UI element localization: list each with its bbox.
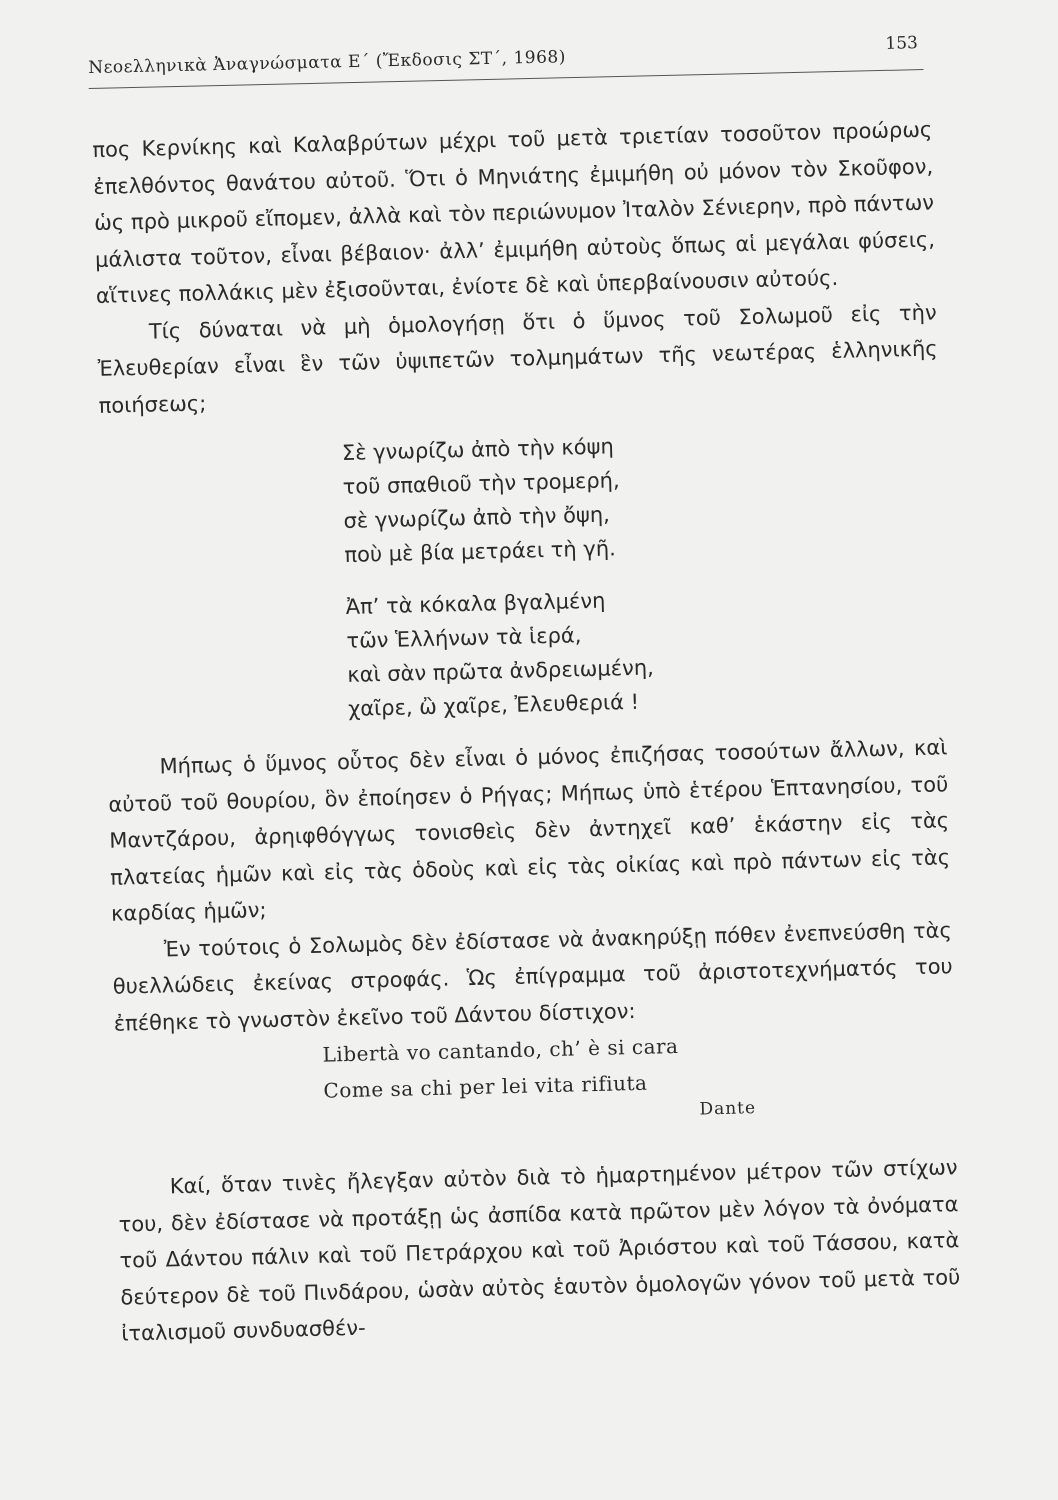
poem-line: καὶ σὰν πρῶτα ἀνδρειωμένη,: [347, 655, 655, 687]
poem-line: Ἀπ’ τὰ κόκαλα βγαλμένη: [345, 588, 606, 619]
poem-line: χαῖρε, ὢ χαῖρε, Ἐλευθεριά !: [347, 689, 640, 721]
header-title: Νεοελληνικὰ Ἀναγνώσματα Ε΄ (Ἔκδοσις ΣΤ΄, 1968): [88, 47, 567, 78]
paragraph-4: Ἐν τούτοις ὁ Σολωμὸς δὲν ἐδίστασε νὰ ἀνακηρύξῃ πόθεν ἐνεπνεύσθη τὰς θυελλώδεις ἐκείνας στροφάς. Ὡς ἐπίγραμμα τοῦ ἀριστοτεχνήματός του ἐπέθηκε τὸ γνωστὸν ἐκεῖνο τοῦ Δάντου δίστιχον:: [112, 917, 953, 1036]
paragraph-3: Μήπως ὁ ὕμνος οὗτος δὲν εἶναι ὁ μόνος ἐπιζήσας τοσούτων ἄλλων, καὶ αὐτοῦ τοῦ θουρίου, ὃν ἐποίησεν ὁ Ρήγας; Μήπως ὑπὸ ἑτέρου Ἑπτανησίου, τοῦ Μαντζάρου, ἀρηιφθόγγως τονισθεὶς δὲν ἀντηχεῖ καθ’ ἑκάστην εἰς τὰς πλατείας ἡμῶν καὶ εἰς τὰς ὁδοὺς καὶ εἰς τὰς οἰκίας καὶ πρὸ πάντων εἰς τὰς καρδίας ἡμῶν;: [108, 735, 951, 926]
epigram-line: Come sa chi per lei vita rifiuta: [323, 1070, 648, 1103]
paragraph-1: πος Κερνίκης καὶ Καλαβρύτων μέχρι τοῦ μετὰ τριετίαν τοσοῦτον προώρως ἐπελθόντος θανάτου αὐτοῦ. Ὅτι ὁ Μηνιάτης ἐμιμήθη οὐ μόνον τὸν Σκοῦφον, ὡς πρὸ μικροῦ εἴπομεν, ἀλλὰ καὶ τὸν περιώνυμον Ἰταλὸν Σένιερην, πρὸ πάντων μάλιστα τοῦτον, εἶναι βέβαιον· ἀλλ’ ἐμιμήθη αὐτοὺς ὅπως αἱ μεγάλαι φύσεις, αἵτινες πολλάκις μὲν ἐξισοῦνται, ἐνίοτε δὲ καὶ ὑπερβαίνουσιν αὐτούς.: [92, 117, 936, 308]
epigram-author: Dante: [699, 1098, 757, 1120]
poem-line: τῶν Ἑλλήνων τὰ ἱερά,: [346, 623, 582, 653]
running-header: [88, 33, 919, 78]
page-body: [92, 111, 962, 1352]
paragraph-2: Τίς δύναται νὰ μὴ ὁμολογήσῃ ὅτι ὁ ὕμνος τοῦ Σολωμοῦ εἰς τὴν Ἐλευθερίαν εἶναι ἓν τῶν ὑψιπετῶν τολμημάτων τῆς νεωτέρας ἑλληνικῆς ποιήσεως;: [97, 299, 938, 418]
poem-line: τοῦ σπαθιοῦ τὴν τρομερή,: [342, 468, 620, 499]
poem-stanza-2: [345, 575, 946, 726]
poem-line: σὲ γνωρίζω ἀπὸ τὴν ὄψη,: [343, 502, 611, 533]
poem-stanza-1: [342, 421, 943, 572]
poem-line: ποὺ μὲ βία μετράει τὴ γῆ.: [344, 536, 617, 567]
epigram-line: Libertà vo cantando, ch’ è si cara: [322, 1033, 679, 1067]
page-number: 153: [885, 33, 919, 54]
poem-line: Σὲ γνωρίζω ἀπὸ τὴν κόψη: [341, 434, 615, 465]
poem: [342, 421, 947, 726]
paragraph-5: Καί, ὅταν τινὲς ἤλεγξαν αὐτὸν διὰ τὸ ἡμαρτημένον μέτρον τῶν στίχων του, δὲν ἐδίστασε νὰ προτάξῃ ὡς ἀσπίδα κατὰ πρῶτον μὲν λόγον τὰ ὀνόματα τοῦ Δάντου πάλιν καὶ τοῦ Πετράρχου καὶ τοῦ Ἀριόστου καὶ τοῦ Τάσσου, κατὰ δεύτερον δὲ τοῦ Πινδάρου, ὡσὰν αὐτὸς ἑαυτὸν ὁμολογῶν γόνον τοῦ μετὰ τοῦ ἰταλισμοῦ συνδυασθέν-: [118, 1155, 961, 1346]
